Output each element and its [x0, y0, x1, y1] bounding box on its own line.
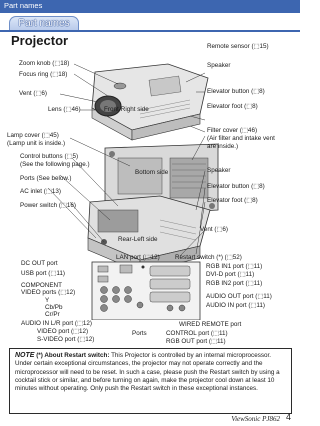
label-rgb-out: RGB OUT port (⬚11) — [166, 338, 226, 345]
label-component-cb: Cb/Pb — [45, 304, 63, 311]
label-elevator-foot-rear: Elevator foot (⬚8) — [207, 197, 258, 204]
label-lamp-cover: Lamp cover (⬚45) — [7, 132, 59, 139]
label-front-right-side: Front-Right side — [104, 106, 149, 113]
label-audio-out: AUDIO OUT port (⬚11) — [206, 293, 272, 300]
label-power-switch: Power switch (⬚16) — [20, 202, 76, 209]
label-ports: Ports — [132, 330, 147, 337]
label-lan-port: LAN port (⬚12) — [116, 254, 160, 261]
label-remote-sensor: Remote sensor (⬚15) — [207, 43, 269, 50]
ports-panel-illustration — [92, 262, 200, 320]
label-wired-remote: WIRED REMOTE port — [179, 321, 242, 328]
label-component-cr: Cr/Pr — [45, 311, 60, 318]
label-ports-see-below: Ports (See below.) — [20, 175, 72, 182]
label-zoom-knob: Zoom knob (⬚18) — [19, 60, 70, 67]
label-ac-inlet: AC inlet (⬚13) — [20, 188, 61, 195]
label-elevator-foot-top: Elevator foot (⬚8) — [207, 103, 258, 110]
label-vent: Vent (⬚6) — [19, 90, 48, 97]
page-heading: Projector — [11, 33, 69, 48]
label-dc-out: DC OUT port — [21, 260, 58, 267]
label-component-y: Y — [45, 297, 50, 304]
label-speaker-rear: Speaker — [207, 167, 231, 174]
label-elevator-button-top: Elevator button (⬚8) — [207, 88, 265, 95]
note-title: (*) About Restart switch: — [36, 352, 110, 359]
label-component-1: COMPONENT — [21, 282, 62, 289]
label-svideo-port: S-VIDEO port (⬚12) — [37, 336, 95, 343]
label-rgb-in1: RGB IN1 port (⬚11) — [206, 263, 263, 270]
label-usb-port: USB port (⬚11) — [21, 270, 65, 277]
label-focus-ring: Focus ring (⬚18) — [19, 71, 68, 78]
note-body: This Projector is controlled by an internal microprocessor. Under certain exceptional circumstances, the projector may not operate correctly and the microprocessor will need to be reset. In such a case, please push the Restart switch by using a cocktail stick or similar, and before turning on again, make the projector cool down at least 10 minutes without operating. Only push the Restart switch in these exceptional instances. — [15, 352, 280, 393]
label-restart-switch: Restart switch (*) (⬚52) — [175, 254, 242, 261]
label-dvi-d: DVI-D port (⬚11) — [206, 271, 255, 278]
footer-brand: ViewSonic PJ862 — [231, 415, 280, 423]
section-header — [0, 0, 300, 13]
page-number: 4 — [285, 412, 291, 422]
section-title: Part names — [4, 1, 43, 10]
tab-rule — [0, 30, 300, 32]
label-audio-in-lr: AUDIO IN L/R port (⬚12) — [21, 320, 93, 327]
label-filter-note-2: are inside.) — [207, 143, 239, 150]
label-control-port: CONTROL port (⬚11) — [166, 330, 228, 337]
label-control-buttons: Control buttons (⬚5) — [20, 153, 79, 160]
label-video-port: VIDEO port (⬚12) — [37, 328, 89, 335]
projector-front-illustration — [92, 64, 208, 140]
label-control-note: (See the following page.) — [20, 161, 90, 168]
label-filter-note-1: (Air filter and intake vent — [207, 135, 275, 142]
label-speaker-top: Speaker — [207, 62, 231, 69]
label-rear-left-side: Rear-Left side — [118, 236, 158, 243]
note-tag: NOTE — [15, 352, 35, 359]
note-box — [9, 348, 292, 414]
label-bottom-side: Bottom side — [135, 169, 169, 176]
label-rgb-in2: RGB IN2 port (⬚11) — [206, 280, 263, 287]
label-lamp-cover-note: (Lamp unit is inside.) — [7, 140, 66, 147]
section-tab — [9, 16, 79, 31]
label-vent-rear: Vent (⬚6) — [200, 226, 229, 233]
label-audio-in: AUDIO IN port (⬚11) — [206, 302, 266, 309]
tab-label: Part names — [18, 18, 70, 29]
label-component-2: VIDEO ports (⬚12) — [21, 289, 76, 296]
label-elevator-button-rear: Elevator button (⬚8) — [207, 183, 265, 190]
label-lens: Lens (⬚46) — [48, 106, 81, 113]
label-filter-cover: Filter cover (⬚46) — [207, 127, 258, 134]
